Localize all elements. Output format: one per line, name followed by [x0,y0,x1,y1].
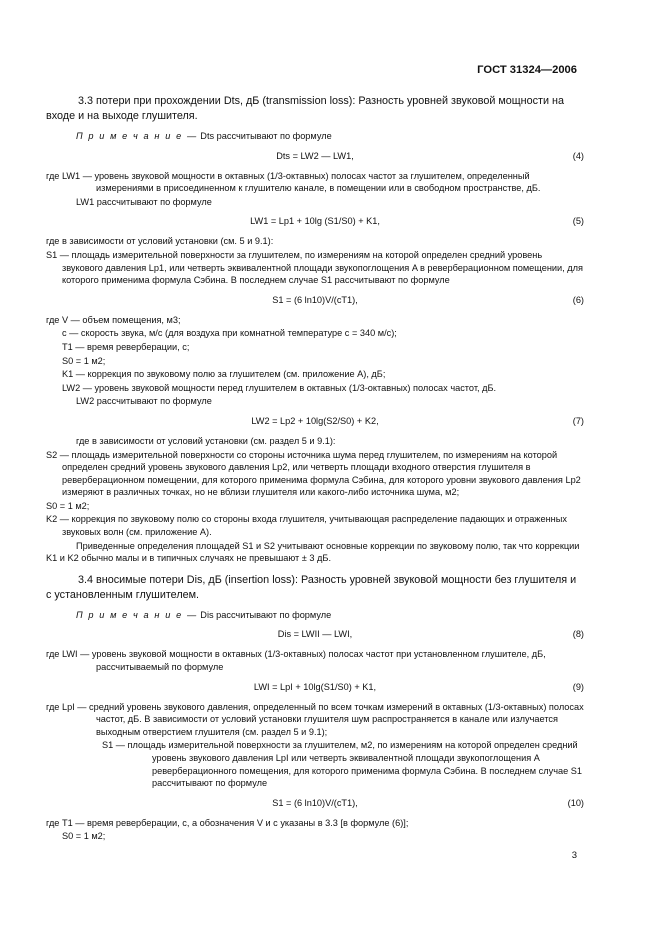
paragraph: LW2 рассчитывают по формуле [76,396,212,407]
formula-number: (4) [572,150,584,161]
paragraph: S1 — площадь измерительной поверхности за глушителем, по измерениям на которой определен средний уровень звукового давления Lp1, или четверть эквивалентной площади звукопоглощения A в реверберационном помещении, для которого применима формула Сэбина. В последнем случае S1 рассчитывают по формуле [46,249,583,286]
paragraph: где LW1 — уровень звуковой мощности в октавных (1/3-октавных) полосах частот за глушителем, определенный измерениями в присоединенном к глушителю канале, в помещении или в свободном пространстве, дБ. [46,170,541,194]
paragraph: где в зависимости от условий установки (см. 5 и 9.1): [46,236,274,247]
formula-text: LWI = LpI + 10lg(S1/S0) + K1, [253,681,377,692]
formula-number: (7) [572,415,584,426]
formula [46,150,584,162]
formula-text: Dts = LW2 — LW1, [276,150,354,161]
paragraph: S0 = 1 м2; [46,500,90,511]
paragraph: где в зависимости от условий установки (см. раздел 5 и 9.1): [76,435,336,446]
formula-text: LW2 = Lp2 + 10lg(S2/S0) + K2, [251,415,379,426]
formula-number: (9) [572,681,584,692]
paragraph: S1 — площадь измерительной поверхности за глушителем, м2, по измерениям на которой определен средний уровень звукового давления LpI или четверть эквивалентной площади звукопоглощения A реверберационного помещения, для которого применима формула Сэбина. В последнем случае S1 рассчитывают по формуле [102,740,582,789]
note-text: Dis рассчитывают по формуле [197,609,332,620]
paragraph: S0 = 1 м2; [62,355,106,366]
formula-text: S1 = (6 ln10)V/(cT1), [272,797,358,808]
section-heading: 3.3 потери при прохождении Dts, дБ (transmission loss): Разность уровней звуковой мощности на входе и на выходе глушителя. [46,95,564,122]
paragraph: S0 = 1 м2; [62,831,106,842]
paragraph: S2 — площадь измерительной поверхности со стороны источника шума перед глушителем, по измерениям на которой определен средний уровень звукового давления Lp2, или четверть площади входного отверстия глушителя в реверберационном помещении, для которого применима формула Сэбина, для которого уровни звукового давления Lp2 измеряют в различных точках, но не вблизи глушителя или какого-либо источника шума, м2; [46,449,581,498]
note-label: П р и м е ч а н и е — [76,609,198,620]
formula [46,628,584,640]
paragraph: где LpI — средний уровень звукового давления, определенный по всем точкам измерений в октавных (1/3-октавных) полосах частот, дБ. В зависимости от условий установки глушителя шум распространяется в канале или излучается выходным отверстием глушителя (см. раздел 5 и 9.1); [46,701,584,737]
paragraph: где V — объем помещения, м3; [46,314,181,325]
paragraph: где T1 — время реверберации, с, а обозначения V и c указаны в 3.3 [в формуле (6)]; [46,817,409,828]
paragraph: K2 — коррекция по звуковому полю со стороны входа глушителя, учитывающая распределение падающих и отраженных звуковых волн (см. приложение А). [46,514,567,538]
note-text: Dts рассчитывают по формуле [197,131,332,141]
formula-number: (10) [567,797,584,808]
paragraph: LW2 — уровень звуковой мощности перед глушителем в октавных (1/3-октавных) полосах частот, дБ. [62,382,497,393]
note-label: П р и м е ч а н и е — [76,131,198,141]
formula [46,797,584,809]
formula-number: (5) [572,216,584,227]
formula-number: (8) [572,629,584,640]
formula [46,415,584,427]
paragraph: LW1 рассчитывают по формуле [76,196,212,207]
paragraph: T1 — время реверберации, с; [62,341,190,352]
paragraph: где LWI — уровень звуковой мощности в октавных (1/3-октавных) полосах частот при установленном глушителе, дБ, рассчитываемый по формуле [46,649,546,673]
section-heading: 3.4 вносимые потери Dis, дБ (insertion loss): Разность уровней звуковой мощности без глушителя и с установленным глушителем. [46,573,577,601]
paragraph: c — скорость звука, м/с (для воздуха при комнатной температуре c = 340 м/с); [62,328,397,339]
standard-header: ГОСТ 31324—2006 [477,64,577,76]
formula-text: S1 = (6 ln10)V/(cT1), [272,294,358,305]
formula-text: LW1 = Lp1 + 10lg (S1/S0) + K1, [250,216,380,227]
paragraph: Приведенные определения площадей S1 и S2 учитывают основные коррекции по звуковому полю, так что коррекции K1 и K2 обычно малы и в типичных случаях не превышают ± 3 дБ. [46,540,580,564]
formula-number: (6) [572,294,584,305]
page-number: 3 [571,850,577,861]
formula-text: Dis = LWII — LWI, [277,629,353,640]
paragraph: K1 — коррекция по звуковому полю за глушителем (см. приложение А), дБ; [62,369,386,380]
note [46,130,584,143]
note [46,609,584,622]
formula [46,681,584,693]
formula [46,215,584,227]
document-body [46,94,584,844]
formula [46,294,584,306]
